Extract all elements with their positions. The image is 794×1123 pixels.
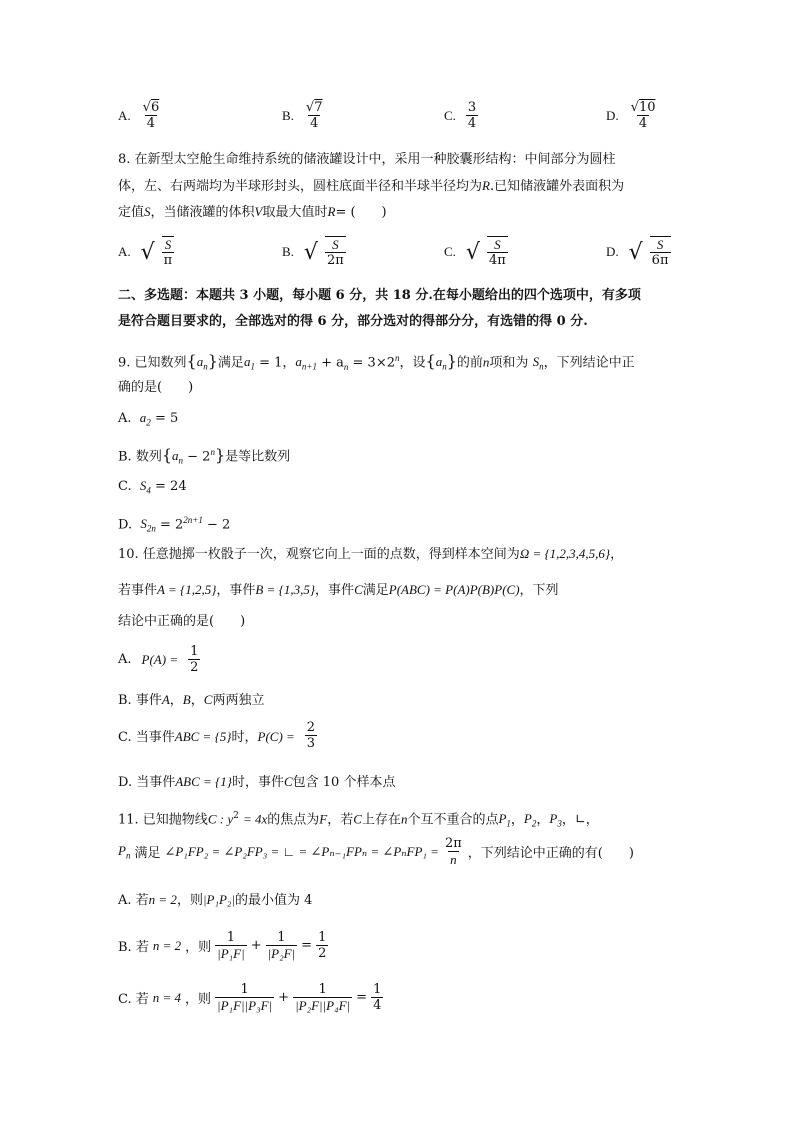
q9-line1: 9. 已知数列$\{a_n\}$满足$a_1 = 1$，$a_{n+1} + a_n = 3\times 2^n$，设$\{a_n\}$的前n项和为 $S_n$，下列结论中正 [118, 351, 635, 372]
q8-option-d: D. √ $\frac{S}{6\pi}$ [606, 237, 669, 268]
q8-line3: 定值S，当储液罐的体积V取最大值时R= ( ) [118, 204, 387, 220]
q10-option-d: D. 当事件ABC = {1}时，事件C包含 10 个样本点 [118, 774, 396, 790]
q8-option-b: B. √ $\frac{S}{2\pi}$ [282, 237, 344, 268]
q9-option-b: B. 数列$\{a_n - 2^n\}$是等比数列 [118, 445, 291, 466]
q7-option-a: A. $\frac{√6}{4}$ [118, 100, 160, 131]
q8-option-c: C. √ $\frac{S}{4\pi}$ [444, 237, 506, 268]
section2-heading-line1: 二、多选题：本题共 3 小题，每小题 6 分，共 18 分.在每小题给出的四个选项中，有多项 [118, 288, 641, 303]
q7-option-c: C. $\frac{3}{4}$ [444, 100, 477, 131]
q7-option-d: D. $\frac{√10}{4}$ [606, 100, 656, 131]
q8-option-a: A. √ $\frac{S}{\pi}$ [118, 237, 173, 268]
q9-option-c: C. $S_4 = 24$ [118, 478, 187, 496]
q8-line2: 体，左、右两端均为半球形封头，圆柱底面半径和半球半径均为R.已知储液罐外表面积为 [118, 178, 625, 194]
q11-option-b: B. 若 n = 2 ，则 $\frac{1}{\text{|P₁F|}}$ + $\frac{1}{\text{|P₂F|}}$ = $\frac{1}{2}$ [118, 930, 327, 961]
q11-option-a: A. 若n = 2，则|P₁P₂|的最小值为 4 [118, 892, 313, 908]
q11-line1: 11. 已知抛物线C : $y^2 = 4x$的焦点为F，若C上存在n个互不重合的点$P_1$，$P_2$，$P_3$，∟， [118, 811, 599, 829]
q8-line1: 8. 在新型太空舱生命维持系统的储液罐设计中，采用一种胶囊形结构：中间部分为圆柱 [118, 152, 616, 167]
q11-line2: $P_n$ 满足 ∠P₁FP₂ = ∠P₂FP₃ = ∟ = ∠Pₙ₋₁FPₙ = ∠PₙFP₁ = $\frac{2\pi}{n}$ ，下列结论中正确的有( ) [118, 836, 634, 867]
q9-option-d: D. $S_{2n} = 2^{2n+1} - 2$ [118, 515, 231, 534]
q9-option-a: A. $a_2 = 5$ [118, 410, 179, 428]
section2-heading-line2: 是符合题目要求的，全部选对的得 6 分，部分选对的得部分分，有选错的得 0 分. [118, 314, 588, 329]
q10-option-c: C. 当事件ABC = {5}时，P(C) = $\frac{2}{3}$ [118, 720, 316, 751]
q10-option-b: B. 事件A，B，C两两独立 [118, 692, 265, 708]
q9-line2: 确的是( ) [118, 380, 194, 395]
q11-option-c: C. 若 n = 4 ，则 $\frac{1}{\text{|P₁F||P₃F|}}$ + $\frac{1}{\text{|P₂F||P₄F|}}$ = $\frac{1}{4}$ [118, 982, 382, 1013]
q10-line3: 结论中正确的是( ) [118, 614, 246, 629]
q7-option-b: B. $\frac{√7}{4}$ [282, 100, 323, 131]
q10-option-a: A. P(A) = $\frac{1}{2}$ [118, 644, 199, 675]
q10-line2: 若事件A = {1,2,5}，事件B = {1,3,5}，事件C满足P(ABC) = P(A)P(B)P(C)，下列 [118, 582, 559, 598]
q10-line1: 10. 任意抛掷一枚骰子一次，观察它向上一面的点数，得到样本空间为Ω = {1,2,3,4,5,6}， [118, 546, 624, 562]
